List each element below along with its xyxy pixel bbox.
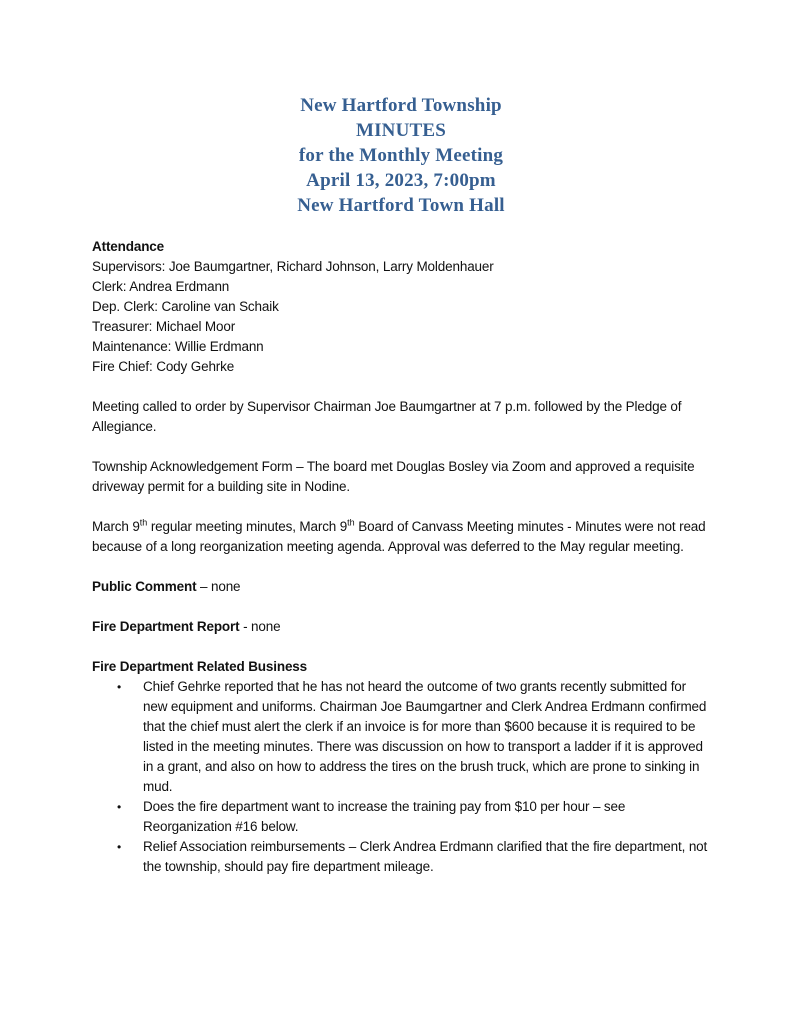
fire-department-related-business-section	[92, 657, 710, 877]
fire-department-report-heading: Fire Department Report	[92, 619, 240, 634]
list-item	[92, 837, 710, 877]
bullet-icon: •	[117, 680, 122, 694]
title-line-meeting-type: for the Monthly Meeting	[298, 145, 504, 166]
attendance-fire-chief: Fire Chief: Cody Gehrke	[92, 359, 235, 374]
public-comment-heading: Public Comment	[92, 579, 197, 594]
paragraph-call-to-order: Meeting called to order by Supervisor Chairman Joe Baumgartner at 7 p.m. followed by the Pledge of Allegiance.	[92, 399, 682, 434]
fire-business-heading: Fire Department Related Business	[92, 659, 308, 674]
attendance-treasurer: Treasurer: Michael Moor	[92, 319, 236, 334]
bullet-icon: •	[117, 840, 122, 854]
public-comment-value: – none	[196, 579, 241, 594]
fire-department-report-line	[92, 617, 710, 637]
public-comment-line	[92, 577, 710, 597]
fire-department-report-value: - none	[239, 619, 281, 634]
attendance-deputy-clerk: Dep. Clerk: Caroline van Schaik	[92, 299, 279, 314]
bullet-icon: •	[117, 800, 122, 814]
march-minutes-text: March 9	[92, 519, 140, 534]
bullet-text-grants: Chief Gehrke reported that he has not heard the outcome of two grants recently submitted for new equipment and uniforms. Chairman Joe Baumgartner and Clerk Andrea Erdmann confirmed that the chief must alert the clerk if an invoice is for more than $600 because it is required to be listed in the meeting minutes. There was discussion on how to transport a ladder if it is approved in a grant, and also on how to address the tires on the brush truck, which are prone to sinking in mud.	[143, 679, 707, 794]
title-line-location: New Hartford Town Hall	[297, 195, 505, 216]
list-item	[92, 677, 710, 797]
attendance-maintenance: Maintenance: Willie Erdmann	[92, 339, 264, 354]
document-title-block	[92, 93, 710, 218]
ordinal-suffix: th	[139, 517, 148, 528]
march-minutes-text: regular meeting minutes, March 9	[147, 519, 348, 534]
fire-business-bullet-list	[92, 677, 710, 877]
bullet-text-training-pay: Does the fire department want to increase the training pay from $10 per hour – see Reorganization #16 below.	[143, 799, 626, 834]
bullet-text-relief-association: Relief Association reimbursements – Clerk Andrea Erdmann clarified that the fire department, not the township, should pay fire department mileage.	[143, 839, 708, 874]
ordinal-suffix: th	[347, 517, 355, 528]
title-line-township: New Hartford Township	[300, 95, 502, 116]
paragraph-township-acknowledgement-form: Township Acknowledgement Form – The board met Douglas Bosley via Zoom and approved a requisite driveway permit for a building site in Nodine.	[92, 459, 695, 494]
title-line-minutes: MINUTES	[355, 120, 447, 141]
attendance-supervisors: Supervisors: Joe Baumgartner, Richard Johnson, Larry Moldenhauer	[92, 259, 494, 274]
title-line-datetime: April 13, 2023, 7:00pm	[306, 170, 496, 191]
attendance-heading: Attendance	[92, 239, 165, 254]
attendance-section	[92, 237, 710, 377]
paragraph-march-minutes	[92, 517, 710, 557]
list-item	[92, 797, 710, 837]
attendance-clerk: Clerk: Andrea Erdmann	[92, 279, 230, 294]
march-minutes-text: Board of Canvass Meeting minutes - Minutes were not read because of a long reorganization meeting agenda. Approval was deferred to the May regular meeting.	[92, 519, 706, 554]
